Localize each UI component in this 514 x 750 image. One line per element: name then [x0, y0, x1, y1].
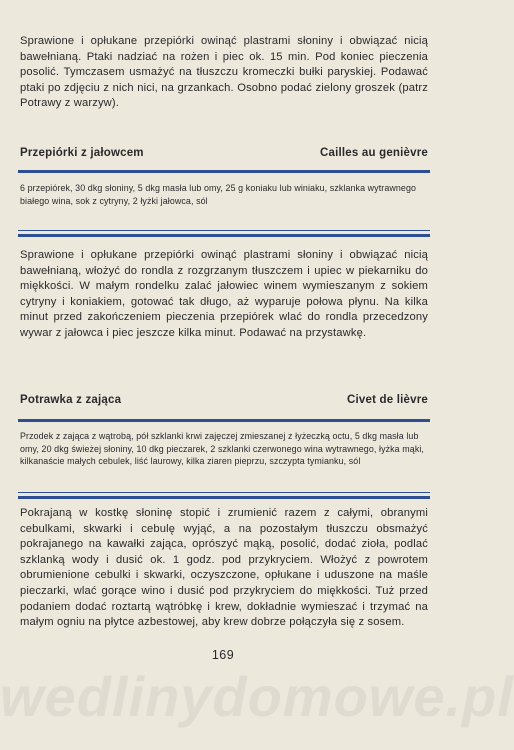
- watermark: wedlinydomowe.pl: [0, 665, 514, 728]
- recipe-title-french: Cailles au genièvre: [320, 147, 428, 159]
- recipe-instructions: Sprawione i opłukane przepiórki owinąć plastrami słoniny i obwiązać nicią bawełnianą, włożyć do rondla z rozgrzanym tłuszczem i upiec w piekarniku do miękkości. W małym rondelku zalać jałowiec winem wymieszanym z sokiem cytryny i koniakiem, gotować tak długo, aż wyparuje połowa płynu. Na kilka minut przed zakończeniem pieczenia przepiórek wlać do rondla przecedzony wywar z jałowca i piec jeszcze kilka minut. Podawać na przystawkę.: [20, 249, 428, 339]
- recipe-heading-civet: [20, 394, 428, 410]
- recipe-heading-cailles: [20, 147, 428, 163]
- intro-paragraph: Sprawione i opłukane przepiórki owinąć plastrami słoniny i obwiązać nicią bawełnianą. Ptaki nadziać na rożen i piec ok. 15 min. Pod koniec pieczenia posolić. Tymczasem usmażyć na tłuszczu kromeczki bułki paryskiej. Podawać ptaki po zdjęciu z nich nici, na grzankach. Osobno podać zielony groszek (patrz Potrawy z warzyw).: [20, 35, 428, 110]
- divider-rule: [18, 496, 430, 499]
- divider-rule: [18, 419, 430, 422]
- recipe-instructions: Pokrajaną w kostkę słoninę stopić i zrumienić razem z całymi, obranymi cebulkami, skwarki i cebulę wyjąć, a na pozostałym tłuszczu obsmażyć pokrajanego na kawałki zająca, oprószyć mąką, posolić, dodać zioła, podlać szklanką wody i dusić ok. 1 godz. pod przykryciem. Włożyć z powrotem obrumienione cebulki i skwarki, oczyszczone, opłukane i uduszone na maśle pieczarki, wlać gorące wino i dusić pod przykryciem do miękkości. Tuż przed podaniem dodać roztartą wątróbkę i krew, dokładnie wymieszać i trzymać na małym ogniu na płytce azbestowej, aby krew dobrze połączyła się z sosem.: [20, 507, 428, 629]
- recipe-title-polish: Przepiórki z jałowcem: [20, 147, 144, 159]
- divider-rule: [18, 170, 430, 173]
- divider-rule: [18, 230, 430, 231]
- recipe-title-polish: Potrawka z zająca: [20, 394, 122, 406]
- ingredients-list: 6 przepiórek, 30 dkg słoniny, 5 dkg masła lub omy, 25 g koniaku lub winiaku, szklanka wytrawnego białego wina, sok z cytryny, 2 łyżki jałowca, sól: [20, 183, 417, 206]
- page-number: 169: [211, 648, 235, 662]
- divider-rule: [18, 492, 430, 493]
- ingredients-list: Przodek z zająca z wątrobą, pół szklanki krwi zajęczej zmieszanej z łyżeczką octu, 5 dkg masła lub omy, 20 dkg świeżej słoniny, 10 dkg pieczarek, 2 szklanki czerwonego wina wytrawnego, łyżka mąki, kilkanaście małych cebulek, liść laurowy, kilka ziaren pieprzu, szczypta tymianku, sól: [20, 431, 424, 467]
- divider-rule: [18, 234, 430, 237]
- recipe-title-french: Civet de lièvre: [347, 394, 428, 406]
